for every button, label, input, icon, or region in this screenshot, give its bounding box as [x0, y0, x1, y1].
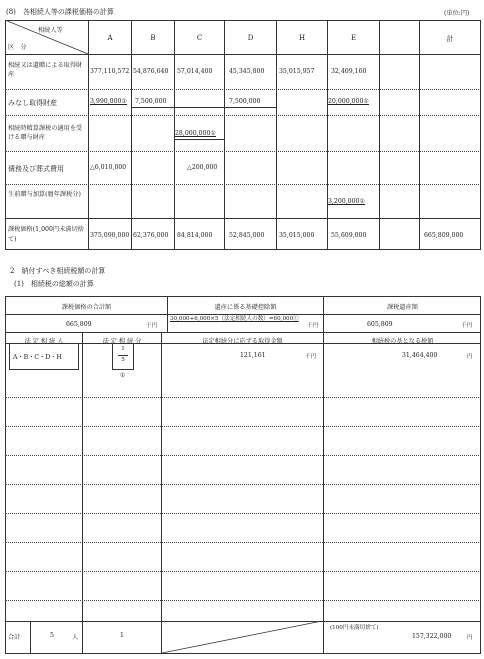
section2-subtitle: (1) 相続税の総額の計算	[14, 280, 94, 288]
header-total-price: 課税価格の合計額	[61, 304, 112, 311]
total-label: 合計	[8, 634, 21, 641]
header-amount-by-share: 法定相続分に応ずる取得金額	[202, 338, 283, 345]
share-denominator: 5	[121, 357, 125, 363]
unit-yen: 円	[467, 635, 473, 641]
cell: 84,814,000	[177, 232, 213, 239]
value-basic-exemption: 30,000+6,000×5（法定相続人の数）=60,000①	[170, 316, 299, 322]
total-heir-count-unit: 人	[72, 634, 79, 641]
cell: 28,000,000①	[175, 130, 216, 137]
header-legal-share: 法 定 相 続 分	[102, 338, 142, 345]
unit-yen: 円	[467, 354, 473, 360]
col-header-c: C	[196, 34, 203, 42]
col-header-h: H	[298, 34, 306, 42]
cell: 54,876,640	[133, 68, 169, 75]
cell: 57,014,400	[177, 68, 213, 75]
unit-thousand-yen: 千円	[461, 323, 473, 329]
value-taxable-estate: 605,809	[367, 321, 393, 328]
cell: 20,000,000①	[328, 98, 369, 105]
value-base-tax: 31,464,400	[402, 352, 438, 359]
col-header-a: A	[107, 34, 113, 42]
cell: 35,015,000	[279, 232, 315, 239]
cell: 55,609,000	[331, 232, 367, 239]
rounding-note: (100円未満切捨て)	[330, 625, 379, 631]
cell: 7,500,000	[135, 98, 167, 105]
section-title: (8) 各相続人等の課税価格の計算	[6, 8, 114, 16]
total-heir-count: 5	[50, 632, 54, 639]
header-base-tax: 相続税の基となる税額	[371, 338, 434, 345]
cell: 3,990,000①	[90, 98, 128, 105]
cell: △6,010,000	[90, 164, 127, 171]
row-label-deemed: みなし取得財産	[8, 99, 57, 107]
unit-thousand-yen: 千円	[305, 354, 317, 360]
cell: 52,845,000	[229, 232, 265, 239]
cell: 62,376,000	[133, 232, 169, 239]
row-label-acquired: 相続又は遺贈による取得財産	[8, 62, 83, 78]
value-total-tax: 157,322,000	[412, 633, 452, 640]
section2-title: 2 納付すべき相続税額の計算	[10, 267, 106, 275]
cell: 45,345,800	[229, 68, 265, 75]
col-header-d: D	[247, 34, 254, 42]
header-basic-exemption: 遺産に係る基礎控除額	[214, 304, 277, 311]
cell: 32,409,160	[331, 68, 367, 75]
unit-thousand-yen: 千円	[146, 323, 158, 329]
corner-item-label: 区 分	[8, 44, 27, 51]
row-label-debts: 債務及び葬式費用	[8, 165, 64, 173]
header-legal-heirs: 法 定 相 続 人	[24, 338, 64, 345]
col-header-b: B	[150, 34, 156, 42]
cell: 35,015,957	[279, 68, 315, 75]
cell: △200,000	[187, 164, 218, 171]
header-taxable-estate: 課税遺産額	[387, 304, 418, 311]
cell: 665,809,000	[424, 232, 464, 239]
unit-label: (単位:円)	[444, 10, 470, 17]
total-row-diagonal	[162, 621, 323, 654]
col-header-total: 計	[446, 35, 454, 43]
cell: 7,500,000	[229, 98, 261, 105]
row-label-taxable-price: 課税価格(1,000円未満切捨て)	[8, 226, 84, 243]
unit-thousand-yen: 千円	[307, 323, 319, 329]
heirs-list: A・B・C・D・H	[13, 354, 62, 361]
col-header-e: E	[350, 34, 357, 42]
value-total-price: 665,809	[66, 321, 92, 328]
corner-heir-label: 相続人等	[38, 27, 63, 34]
value-amount-by-share: 121,161	[240, 352, 266, 359]
total-share-sum: 1	[120, 632, 124, 639]
cell: 377,110,572	[90, 68, 130, 75]
row-label-gift: 生前贈与加算(暦年課税分)	[8, 191, 81, 198]
share-numerator: 1	[121, 346, 125, 352]
check-mark: ①	[120, 372, 126, 379]
cell: 375,090,000	[90, 232, 130, 239]
cell: 3,200,000①	[328, 198, 366, 205]
row-label-settlement: 相続時精算課税の適用を受ける贈与財産	[8, 125, 83, 141]
